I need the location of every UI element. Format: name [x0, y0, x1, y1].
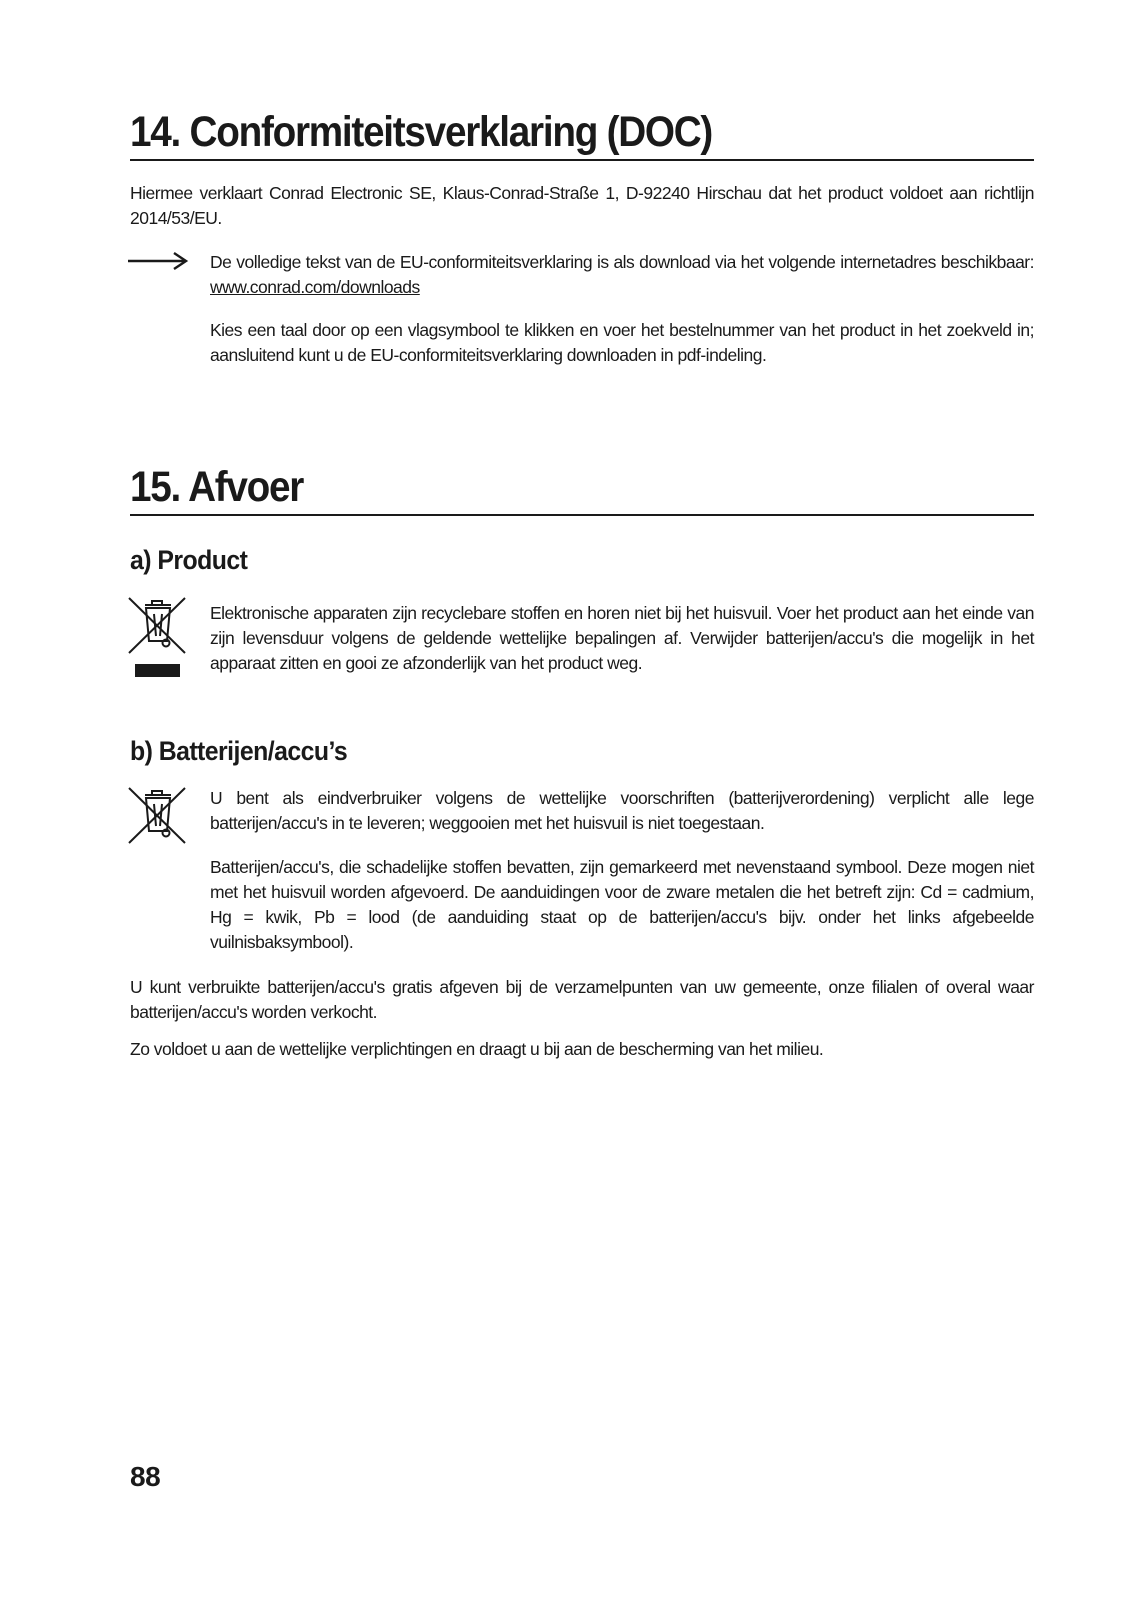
download-note-text: De volledige tekst van de EU-conformiteitsverklaring is als download via het volgende internetadres beschikbaar: — [210, 252, 1034, 272]
batteries-text-1 — [210, 786, 1034, 836]
intro-paragraph: Hiermee verklaart Conrad Electronic SE, Klaus-Conrad-Straße 1, D-92240 Hirschau dat het product voldoet aan richtlijn 2014/53/EU. — [130, 183, 1034, 228]
section-15-title: 15. Afvoer — [130, 463, 304, 511]
section-15 — [130, 463, 1034, 516]
download-instructions — [210, 318, 1034, 368]
page-number: 88 — [130, 1461, 161, 1492]
download-instructions-paragraph: Kies een taal door op een vlagsymbool te klikken en voer het bestelnummer van het product in het zoekveld in; aansluitend kunt u de EU-conformiteitsverklaring downloaden in pdf-indeling. — [210, 320, 1034, 365]
section-14 — [130, 108, 1034, 161]
batteries-text-3 — [130, 975, 1034, 1025]
batteries-paragraph-4: Zo voldoet u aan de wettelijke verplichtingen en draagt u bij aan de bescherming van het milieu. — [130, 1039, 824, 1059]
downloads-link[interactable]: www.conrad.com/downloads — [210, 277, 420, 297]
product-heading — [130, 544, 258, 576]
section-14-intro — [130, 181, 1034, 231]
arrow-right-icon — [128, 250, 190, 272]
product-heading-text: a) Product — [130, 545, 248, 575]
batteries-heading — [130, 735, 366, 767]
section-15-heading — [130, 463, 1034, 516]
batteries-text-2 — [210, 855, 1034, 955]
crossed-out-wheelie-bin-icon — [128, 596, 188, 678]
product-paragraph: Elektronische apparaten zijn recyclebare stoffen en horen niet bij het huisvuil. Voer het product aan het einde van zijn levensduur volgens de geldende wettelijke bepalingen af. Verwijder batterijen/accu's die mogelijk in het apparaat zitten en gooi ze afzonderlijk van het product weg. — [210, 603, 1034, 673]
batteries-heading-text: b) Batterijen/accu’s — [130, 736, 348, 766]
batteries-paragraph-2: Batterijen/accu's, die schadelijke stoffen bevatten, zijn gemarkeerd met nevenstaand symbool. Deze mogen niet met het huisvuil worden afgevoerd. De aanduidingen voor de zware metalen die het betreft zijn: Cd = cadmium, Hg = kwik, Pb = lood (de aanduiding staat op de batterijen/accu's bijv. onder het links afgebeelde vuilnisbaksymbool). — [210, 857, 1034, 952]
batteries-text-4 — [130, 1037, 1034, 1062]
crossed-out-wheelie-bin-icon — [128, 786, 188, 846]
product-text — [210, 601, 1034, 676]
download-note-paragraph — [210, 250, 1034, 300]
download-note — [210, 250, 1034, 300]
section-14-title: 14. Conformiteitsverklaring (DOC) — [130, 108, 713, 156]
section-14-heading — [130, 108, 1034, 161]
batteries-paragraph-3: U kunt verbruikte batterijen/accu's gratis afgeven bij de verzamelpunten van uw gemeente, onze filialen of overal waar batterijen/accu's worden verkocht. — [130, 977, 1034, 1022]
batteries-paragraph-1: U bent als eindverbruiker volgens de wettelijke voorschriften (batterijverordening) verplicht alle lege batterijen/accu's in te leveren; weggooien met het huisvuil is niet toegestaan. — [210, 788, 1034, 833]
